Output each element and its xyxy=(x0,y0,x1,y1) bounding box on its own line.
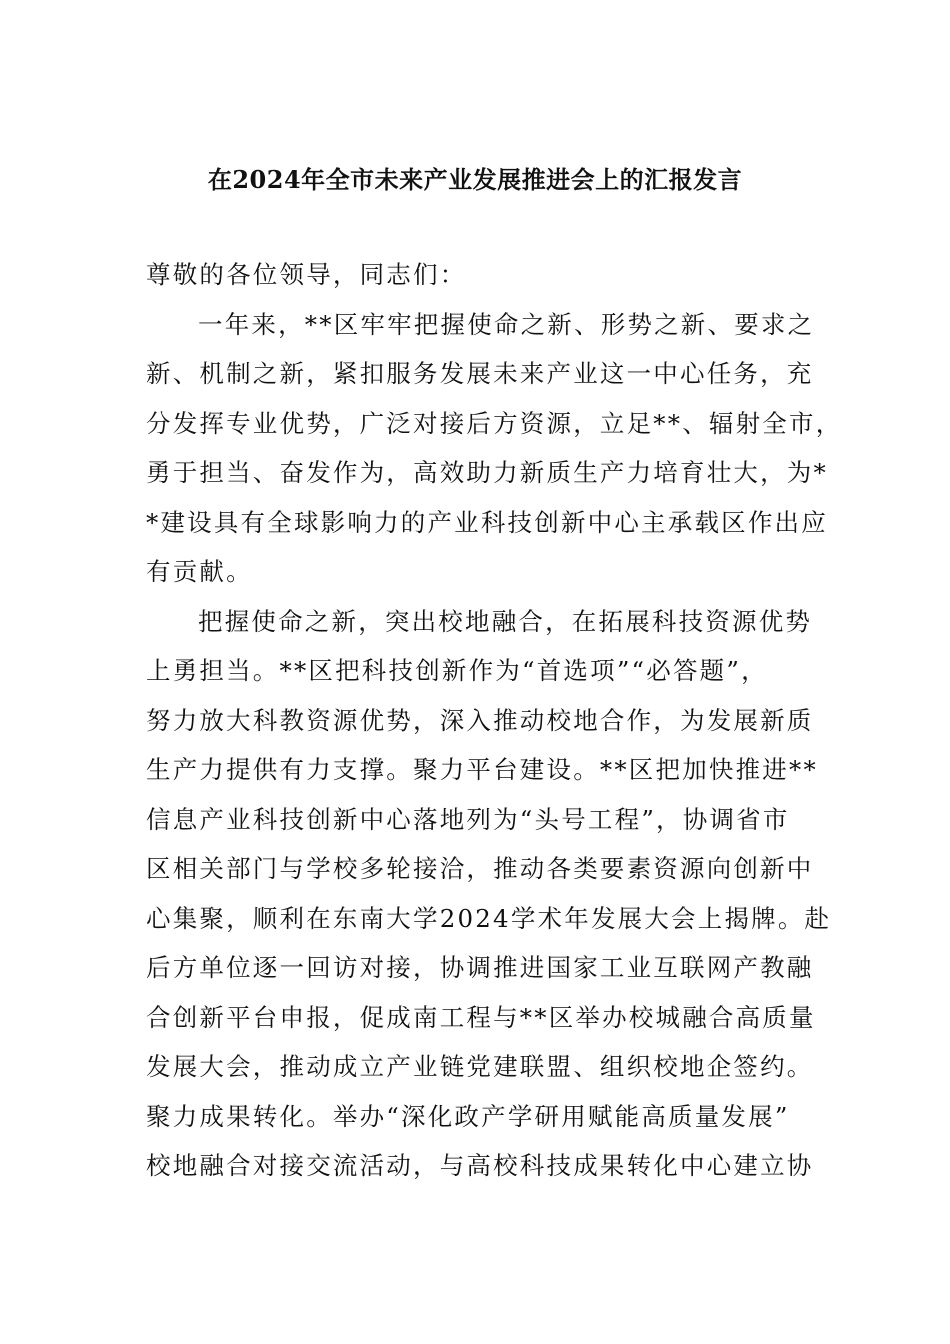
paragraph-line: 聚力成果转化。举办“深化政产学研用赋能高质量发展” xyxy=(146,1101,790,1131)
paragraph-1 xyxy=(146,300,843,597)
paragraph-2 xyxy=(146,597,832,1191)
paragraph-line: 有贡献。 xyxy=(146,557,253,586)
paragraph-line: 区相关部门与学校多轮接洽，推动各类要素资源向创新中 xyxy=(146,854,814,883)
paragraph-line: 发展大会，推动成立产业链党建联盟、组织校地企签约。 xyxy=(146,1052,814,1081)
paragraph-line: 新、机制之新，紧扣服务发展未来产业这一中心任务，充 xyxy=(146,359,814,388)
paragraph-line: 后方单位逐一回访对接，协调推进国家工业互联网产教融 xyxy=(146,953,814,982)
paragraph-line: 上勇担当。**区把科技创新作为“首选项”“必答题”， xyxy=(146,656,768,685)
paragraph-line: 合创新平台申报，促成南工程与**区举办校城融合高质量 xyxy=(146,1002,816,1032)
paragraph-line: 生产力提供有力支撑。聚力平台建设。**区把加快推进** xyxy=(146,755,818,784)
document-title: 在2024年全市未来产业发展推进会上的汇报发言 xyxy=(207,165,743,194)
paragraph-line: 心集聚，顺利在东南大学2024学术年发展大会上揭牌。赴 xyxy=(146,903,832,933)
paragraph-line: 勇于担当、奋发作为，高效助力新质生产力培育壮大，为* xyxy=(146,458,828,487)
paragraph-line: *建设具有全球影响力的产业科技创新中心主承载区作出应 xyxy=(146,507,828,537)
salutation: 尊敬的各位领导，同志们： xyxy=(146,260,467,289)
paragraph-line: 努力放大科教资源优势，深入推动校地合作，为发展新质 xyxy=(146,705,814,735)
paragraph-line: 把握使命之新，突出校地融合，在拓展科技资源优势 xyxy=(198,606,813,636)
paragraph-line: 信息产业科技创新中心落地列为“头号工程”，协调省市 xyxy=(146,804,790,834)
document-body xyxy=(146,250,843,1191)
paragraph-line: 一年来，**区牢牢把握使命之新、形势之新、要求之 xyxy=(198,309,815,339)
paragraph-line: 校地融合对接交流活动，与高校科技成果转化中心建立协 xyxy=(146,1151,814,1180)
paragraph-line: 分发挥专业优势，广泛对接后方资源，立足**、辐射全市， xyxy=(146,408,843,438)
